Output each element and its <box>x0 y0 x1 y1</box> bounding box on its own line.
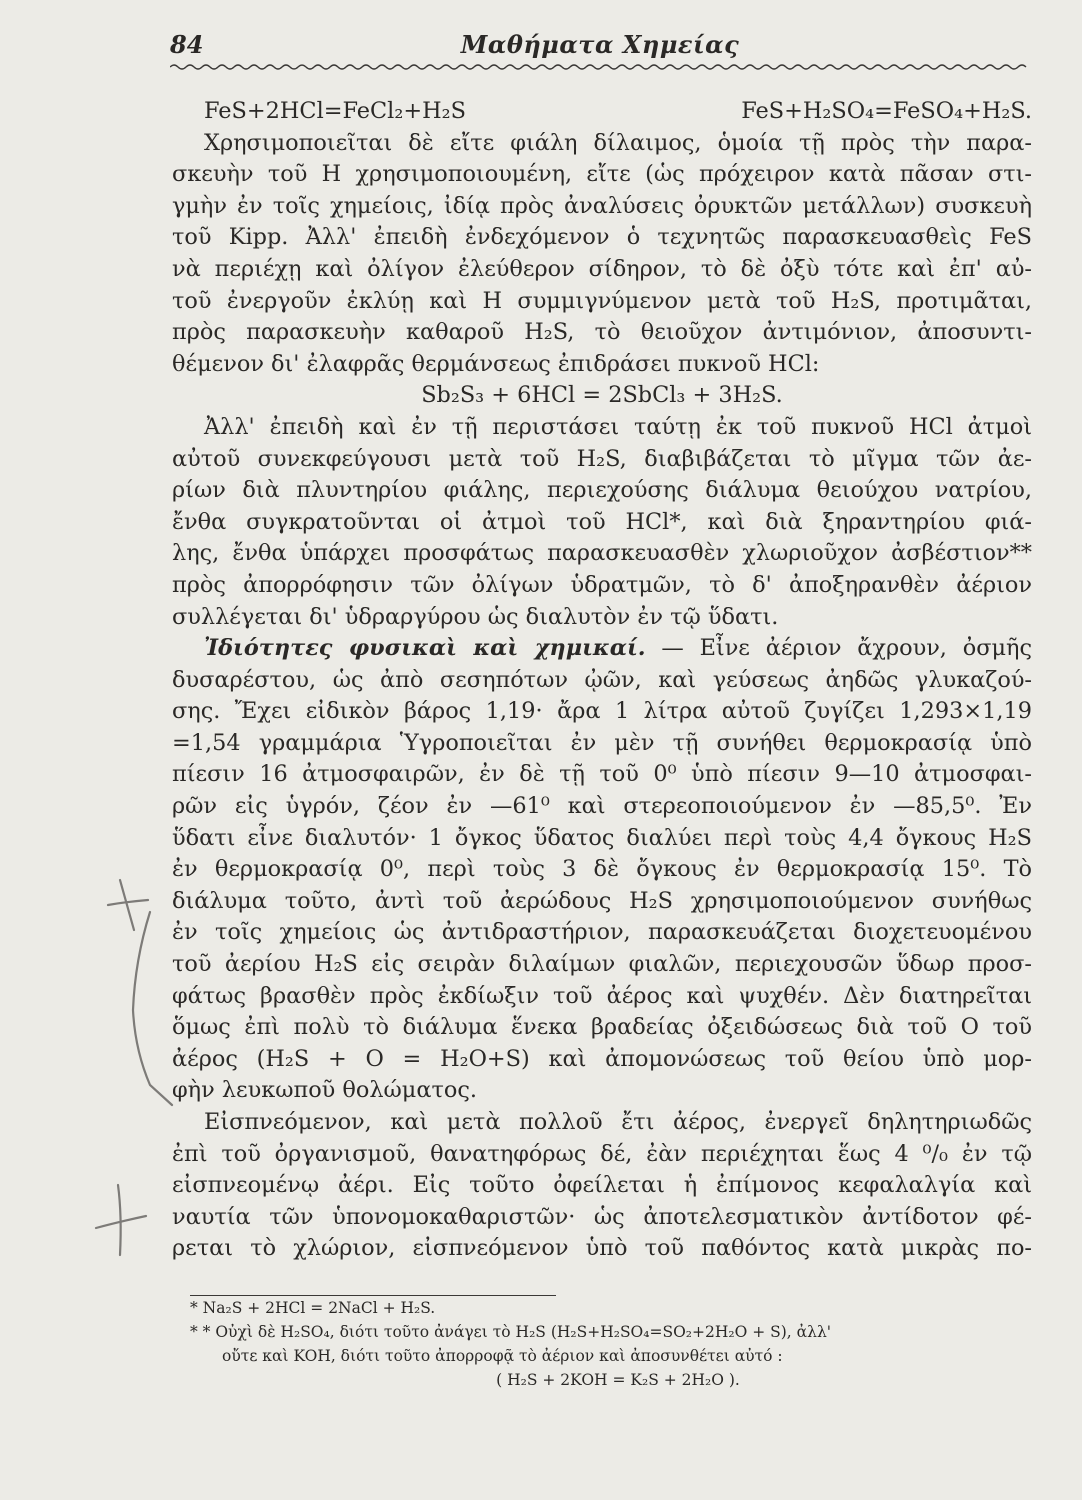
margin-annotations <box>0 0 200 1500</box>
body-line: Εἰσπνεόμενον, καὶ μετὰ πολλοῦ ἔτι ἀέρος, ἐνεργεῖ δηλητηριωδῶς <box>204 1109 1032 1135</box>
body-line: =1,54 γραμμάρια Ὑγροποιεῖται ἐν μὲν τῇ συνήθει θερμοκρασίᾳ ὑπὸ <box>172 729 1032 756</box>
footnote-line: οὔτε καὶ KOH, διότι τοῦτο ἀπορροφᾷ τὸ ἀέριον καὶ ἀποσυνθέτει αὐτό : <box>222 1347 783 1365</box>
equation-line: Sb₂S₃ + 6HCl = 2SbCl₃ + 3H₂S. <box>421 382 783 409</box>
page-number: 84 <box>170 30 204 59</box>
body-line: πρὸς παρασκευὴν καθαροῦ H₂S, τὸ θειοῦχον ἀντιμόνιον, ἀποσυντι- <box>172 319 1032 346</box>
body-line: συλλέγεται δι' ὑδραργύρου ὡς διαλυτὸν ἐν τῷ ὕδατι. <box>172 603 779 630</box>
body-line: εἰσπνεομένῳ ἀέρι. Εἰς τοῦτο ὀφείλεται ἡ ἐπίμονος κεφαλαλγία καὶ <box>172 1172 1032 1199</box>
body-line: Χρησιμοποιεῖται δὲ εἴτε φιάλη δίλαιμος, ὁμοία τῇ πρὸς τὴν παρα- <box>204 129 1032 156</box>
body-line: τοῦ Kipp. Ἀλλ' ἐπειδὴ ἐνδεχόμενον ὁ τεχνητῶς παρασκευασθεὶς FeS <box>172 224 1032 251</box>
footnote-line: ( H₂S + 2KOH = K₂S + 2H₂O ). <box>496 1371 740 1389</box>
body-line: ἐν τοῖς χημείοις ὡς ἀντιδραστήριον, παρασκευάζεται διοχετευομένου <box>172 919 1032 946</box>
body-line: αὐτοῦ συνεκφεύγουσι μετὰ τοῦ H₂S, διαβιβάζεται τὸ μῖγμα τῶν ἀε- <box>172 445 1032 472</box>
body-line: φὴν λευκωποῦ θολώματος. <box>172 1077 478 1104</box>
formula-line: FeS+2HCl=FeCl₂+H₂S FeS+H₂SO₄=FeSO₄+H₂S. <box>204 98 1032 124</box>
pencil-cross-mark-icon <box>96 1185 146 1255</box>
body-line: τοῦ ἀερίου H₂S εἰς σειρὰν διλαίμων φιαλῶν, περιεχουσῶν ὕδωρ προσ- <box>172 951 1032 978</box>
body-line: σης. Ἔχει εἰδικὸν βάρος 1,19· ἄρα 1 λίτρα αὐτοῦ ζυγίζει 1,293×1,19 <box>172 698 1032 725</box>
body-line: γμὴν ἐν τοῖς χημείοις, ἰδίᾳ πρὸς ἀναλύσεις ὀρυκτῶν μετάλλων) συσκευὴ <box>172 192 1032 219</box>
pencil-cross-mark-icon <box>108 880 172 1105</box>
body-line: λης, ἔνθα ὑπάρχει προσφάτως παρασκευασθὲν χλωριοῦχον ἀσβέστιον** <box>172 540 1032 567</box>
body-line: Ἀλλ' ἐπειδὴ καὶ ἐν τῇ περιστάσει ταύτῃ ἐκ τοῦ πυκνοῦ HCl ἀτμοὶ <box>204 413 1032 440</box>
body-line: φάτως βρασθὲν πρὸς ἐκδίωξιν τοῦ ἀέρος καὶ ψυχθέν. Δὲν διατηρεῖται <box>172 982 1032 1009</box>
body-text <box>172 96 1032 1265</box>
body-line: τοῦ ἐνεργοῦν ἐκλύῃ καὶ Η συμμιγνύμενον μετὰ τοῦ H₂S, προτιμᾶται, <box>172 287 1032 314</box>
body-line: ρίων διὰ πλυντηρίου φιάλης, περιεχούσης διάλυμα θειούχου νατρίου, <box>172 477 1032 504</box>
body-line: σκευὴν τοῦ Η χρησιμοποιουμένη, εἴτε (ὡς πρόχειρον κατὰ πᾶσαν στι- <box>172 161 1032 188</box>
header-wavy-rule <box>170 62 1030 72</box>
body-line: ἐπὶ τοῦ ὀργανισμοῦ, θανατηφόρως δέ, ἐὰν περιέχηται ἕως 4 ⁰/₀ ἐν τῷ <box>172 1140 1032 1167</box>
body-line: ὕδατι εἶνε διαλυτόν· 1 ὄγκος ὕδατος διαλύει περὶ τοὺς 4,4 ὄγκους H₂S <box>172 824 1032 851</box>
body-line: ναυτία τῶν ὑπονομοκαθαριστῶν· ὡς ἀποτελεσματικὸν ἀντίδοτον φέ- <box>172 1203 1032 1230</box>
body-line: ἀέρος (H₂S + O = H₂O+S) καὶ ἀπομονώσεως τοῦ θείου ὑπὸ μορ- <box>172 1045 1032 1072</box>
body-line: ἔνθα συγκρατοῦνται οἱ ἀτμοὶ τοῦ HCl*, καὶ διὰ ξηραντηρίου φιά- <box>172 508 1032 535</box>
body-line: ρεται τὸ χλώριον, εἰσπνεόμενον ὑπὸ τοῦ παθόντος κατὰ μικρὰς πο- <box>172 1235 1032 1262</box>
footnote-line: * Na₂S + 2HCl = 2NaCl + H₂S. <box>190 1299 436 1317</box>
footnotes <box>190 1296 1046 1392</box>
body-line: νὰ περιέχῃ καὶ ὀλίγον ἐλεύθερον σίδηρον, τὸ δὲ ὀξὺ τότε καὶ ἐπ' αὐ- <box>172 255 1032 282</box>
body-line-text: — Εἶνε ἀέριον ἄχρουν, ὀσμῆς <box>645 635 1032 662</box>
section-heading-line <box>172 633 1032 665</box>
body-line: πρὸς ἀπορρόφησιν τῶν ὀλίγων ὑδρατμῶν, τὸ δ' ἀποξηρανθὲν ἀέριον <box>172 571 1032 598</box>
body-line: διάλυμα τοῦτο, ἀντὶ τοῦ ἀερώδους H₂S χρησιμοποιούμενον συνήθως <box>172 887 1032 914</box>
footnote-line: * * Οὐχὶ δὲ H₂SO₄, διότι τοῦτο ἀνάγει τὸ H₂S (H₂S+H₂SO₄=SO₂+2H₂O + S), ἀλλ' <box>190 1323 832 1341</box>
body-line: ὅμως ἐπὶ πολὺ τὸ διάλυμα ἕνεκα βραδείας ὀξειδώσεως διὰ τοῦ Ο τοῦ <box>172 1014 1032 1041</box>
running-title: Μαθήματα Χημείας <box>460 30 740 59</box>
body-line: πίεσιν 16 ἀτμοσφαιρῶν, ἐν δὲ τῇ τοῦ 0⁰ ὑπὸ πίεσιν 9—10 ἀτμοσφαι- <box>172 761 1032 788</box>
body-line: δυσαρέστου, ὡς ἀπὸ σεσηπότων ᾠῶν, καὶ γεύσεως ἀηδῶς γλυκαζού- <box>172 666 1032 693</box>
section-heading: Ἰδιότητες φυσικαὶ καὶ χημικαί. <box>204 635 646 662</box>
body-line: ρῶν εἰς ὑγρόν, ζέον ἐν —61⁰ καὶ στερεοποιούμενον ἐν —85,5⁰. Ἐν <box>172 793 1032 820</box>
body-line: θέμενον δι' ἐλαφρᾶς θερμάνσεως ἐπιδράσει πυκνοῦ HCl: <box>172 350 820 377</box>
body-line: ἐν θερμοκρασίᾳ 0⁰, περὶ τοὺς 3 δὲ ὄγκους ἐν θερμοκρασίᾳ 15⁰. Τὸ <box>172 856 1032 883</box>
